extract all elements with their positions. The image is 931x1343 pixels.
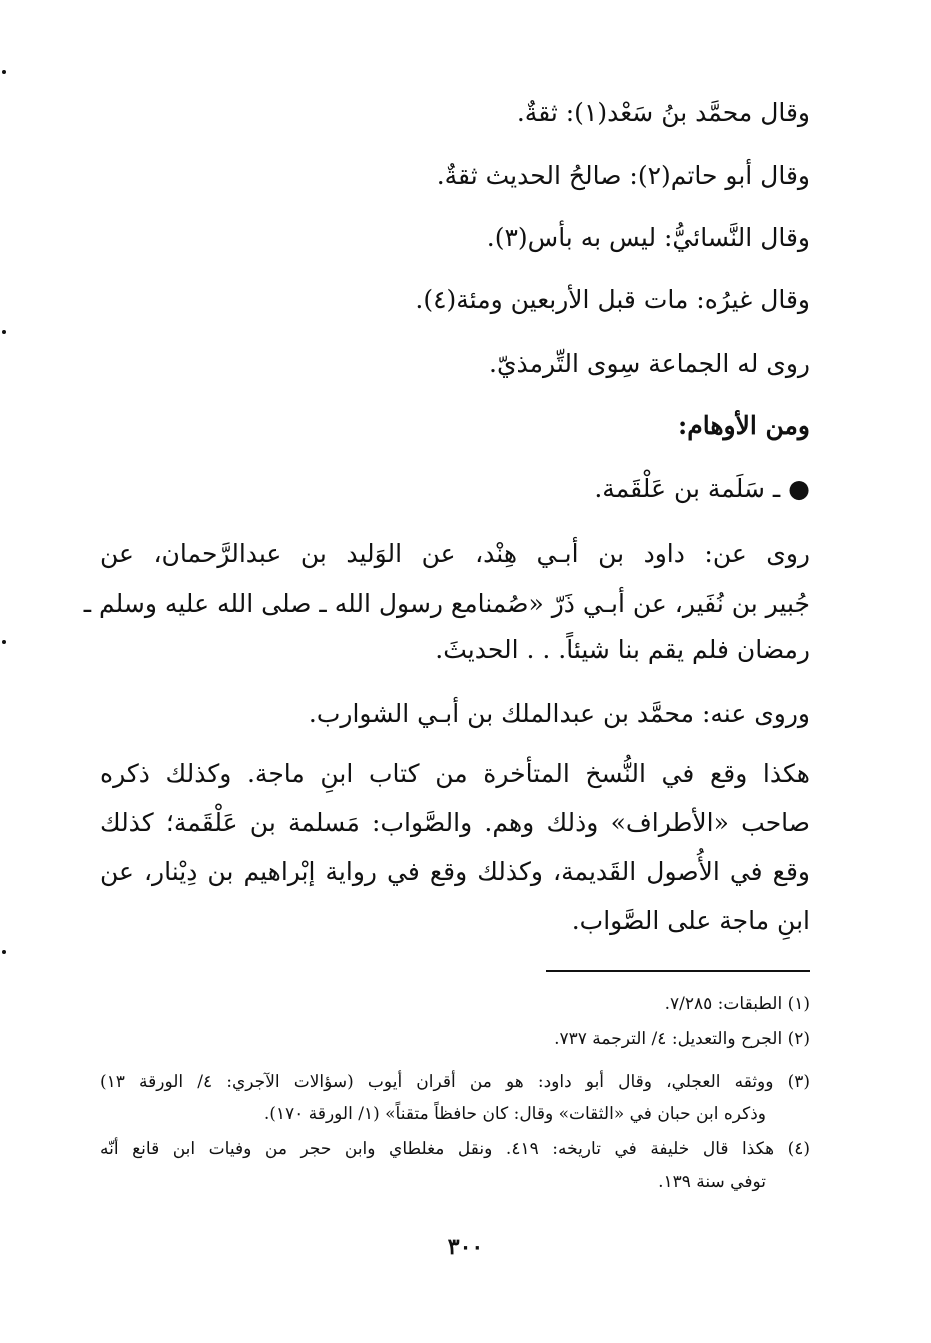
text-line: وقال محمَّد بنُ سَعْد(١): ثقةٌ. xyxy=(516,98,810,127)
footnote: (٣) ووثقه العجلي، وقال أبو داود: هو من أقران أيوب (سؤالات الآجري: ٤/ الورقة ١٣) xyxy=(100,1072,810,1092)
text-line: روى له الجماعة سِوى التِّرمذيّ. xyxy=(489,349,810,378)
text-line: جُبير بن نُفَير، عن أبـي ذَرّ «صُمنامع رسول الله ـ صلى الله عليه وسلم ـ xyxy=(83,589,810,618)
scan-speck xyxy=(2,950,6,954)
text-line: روى عن: داود بن أبـي هِنْد، عن الوَليد بن عبدالرَّحمان، عن xyxy=(100,539,810,568)
text-line: وقال أبو حاتم(٢): صالحُ الحديث ثقةٌ. xyxy=(436,161,810,190)
footnote-continuation: وذكره ابن حبان في «الثقات» وقال: كان حافظاً متقناً» (١/ الورقة ١٧٠). xyxy=(263,1104,766,1124)
footnote: (٤) هكذا قال خليفة في تاريخه: ٤١٩. ونقل مغلطاي وابن حجر من وفيات ابن قانع أنّه xyxy=(100,1139,810,1159)
footnote: (٢) الجرح والتعديل: ٤/ الترجمة ٧٣٧. xyxy=(554,1029,810,1049)
text-line: هكذا وقع في النُّسخ المتأخرة من كتاب ابنِ ماجة. وكذلك ذكره xyxy=(100,759,810,788)
footnote-divider xyxy=(546,970,810,972)
scan-speck xyxy=(2,330,6,334)
entry-heading: ● ـ سَلَمة بن عَلْقَمة. xyxy=(594,474,810,503)
footnote: (١) الطبقات: ٧/٢٨٥. xyxy=(664,994,810,1014)
document-page xyxy=(83,0,810,1343)
page-number: ٣٠٠ xyxy=(447,1234,484,1260)
scan-speck xyxy=(2,640,6,644)
text-line: وروى عنه: محمَّد بن عبدالملك بن أبـي الشوارب. xyxy=(308,699,810,728)
footnote-continuation: توفي سنة ١٣٩. xyxy=(658,1172,766,1192)
text-line: صاحب «الأطراف» وذلك وهم. والصَّواب: مَسلمة بن عَلْقَمة؛ كذلك xyxy=(100,808,810,837)
text-line: وقال النَّسائيُّ: ليس به بأس(٣). xyxy=(486,223,810,252)
text-line: ابنِ ماجة على الصَّواب. xyxy=(571,906,810,935)
scan-speck xyxy=(2,70,6,74)
text-line: وقال غيرُه: مات قبل الأربعين ومئة(٤). xyxy=(415,285,810,314)
text-line: وقع في الأُصول القَديمة، وكذلك وقع في رواية إبْراهيم بن دِيْنار، عن xyxy=(100,857,810,886)
section-heading: ومن الأوهام: xyxy=(678,411,810,440)
text-line: رمضان فلم يقم بنا شيئاً. . . الحديثَ. xyxy=(435,635,810,664)
